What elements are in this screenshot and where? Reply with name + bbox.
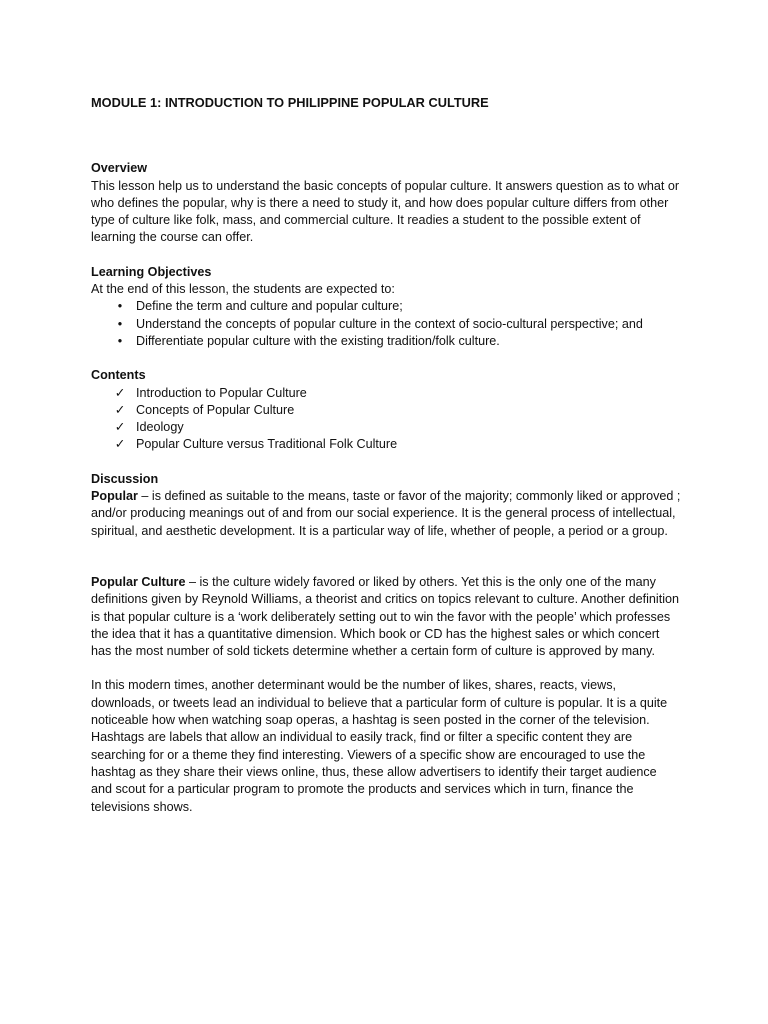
objectives-list bbox=[91, 298, 681, 350]
contents-list bbox=[91, 385, 681, 454]
contents-item-text: Introduction to Popular Culture bbox=[136, 385, 307, 400]
objectives-heading: Learning Objectives bbox=[91, 264, 212, 279]
bullet-icon: • bbox=[117, 299, 123, 314]
bullet-icon: • bbox=[117, 316, 123, 331]
contents-item bbox=[91, 436, 681, 453]
contents-item bbox=[91, 402, 681, 419]
document-page bbox=[91, 94, 681, 833]
overview-text: This lesson help us to understand the basic concepts of popular culture. It answers question as to what or who defines the popular, why is there a need to study it, and how does popular culture differs from other type of culture like folk, mass, and commercial culture. It readies a student to the possible extent of learning the course can offer. bbox=[91, 178, 680, 245]
popular-culture-definition bbox=[91, 574, 681, 660]
module-title: MODULE 1: INTRODUCTION TO PHILIPPINE POPULAR CULTURE bbox=[91, 95, 489, 110]
objective-item bbox=[91, 333, 681, 350]
contents-heading: Contents bbox=[91, 368, 146, 383]
objective-text: Define the term and culture and popular culture; bbox=[136, 299, 403, 314]
checkmark-icon: ✓ bbox=[114, 437, 126, 452]
contents-item bbox=[91, 385, 681, 402]
checkmark-icon: ✓ bbox=[114, 385, 126, 400]
popular-definition-text: – is defined as suitable to the means, taste or favor of the majority; commonly liked or approved ; and/or producing meanings out of and from our social experience. It is the general process of intellectual, spiritual, and aesthetic development. It is a particular way of life, whether of people, a period or a group. bbox=[91, 489, 681, 538]
checkmark-icon: ✓ bbox=[114, 420, 126, 435]
modern-times-text: In this modern times, another determinant would be the number of likes, shares, reacts, views, downloads, or tweets lead an individual to believe that a particular form of culture is popular. It is a quite noticeable how when watching soap operas, a hashtag is seen posted in the corner of the television. Hashtags are labels that allow an individual to easily track, find or filter a specific content they are searching for or a theme they find interesting. Viewers of a specific show are encouraged to use the hashtag as they share their views online, thus, these allow advertisers to identify their target audience and scout for a particular program to promote the products and services which in turn, finance the televisions shows. bbox=[91, 678, 668, 814]
contents-item-text: Popular Culture versus Traditional Folk Culture bbox=[136, 437, 398, 452]
discussion-section bbox=[91, 471, 681, 540]
objective-item bbox=[91, 298, 681, 315]
contents-item-text: Concepts of Popular Culture bbox=[136, 402, 295, 417]
objective-item bbox=[91, 316, 681, 333]
overview-section bbox=[91, 160, 681, 246]
overview-heading: Overview bbox=[91, 161, 148, 176]
popular-culture-paragraph bbox=[91, 574, 681, 660]
checkmark-icon: ✓ bbox=[114, 402, 126, 417]
contents-section bbox=[91, 367, 681, 453]
contents-item bbox=[91, 419, 681, 436]
objectives-section bbox=[91, 264, 681, 350]
objectives-intro: At the end of this lesson, the students are expected to: bbox=[91, 282, 395, 297]
popular-culture-text: – is the culture widely favored or liked by others. Yet this is the only one of the many definitions given by Reynold Williams, a theorist and critics on topics relevant to culture. Another definition is that popular culture is a ‘work deliberately setting out to win the favor with the people’ which professes the idea that it has a quantitative dimension. Which book or CD has the highest sales or which concert has the most number of sold tickets determine whether a certain form of culture is approved by many. bbox=[91, 574, 680, 659]
modern-times-paragraph bbox=[91, 677, 681, 815]
bullet-icon: • bbox=[117, 333, 123, 348]
discussion-heading: Discussion bbox=[91, 471, 159, 486]
contents-item-text: Ideology bbox=[136, 420, 184, 435]
objective-text: Differentiate popular culture with the existing tradition/folk culture. bbox=[136, 333, 500, 348]
popular-term: Popular bbox=[91, 489, 138, 504]
objective-text: Understand the concepts of popular culture in the context of socio-cultural perspective; and bbox=[136, 316, 643, 331]
popular-culture-term: Popular Culture bbox=[91, 574, 186, 589]
popular-definition bbox=[91, 488, 681, 540]
